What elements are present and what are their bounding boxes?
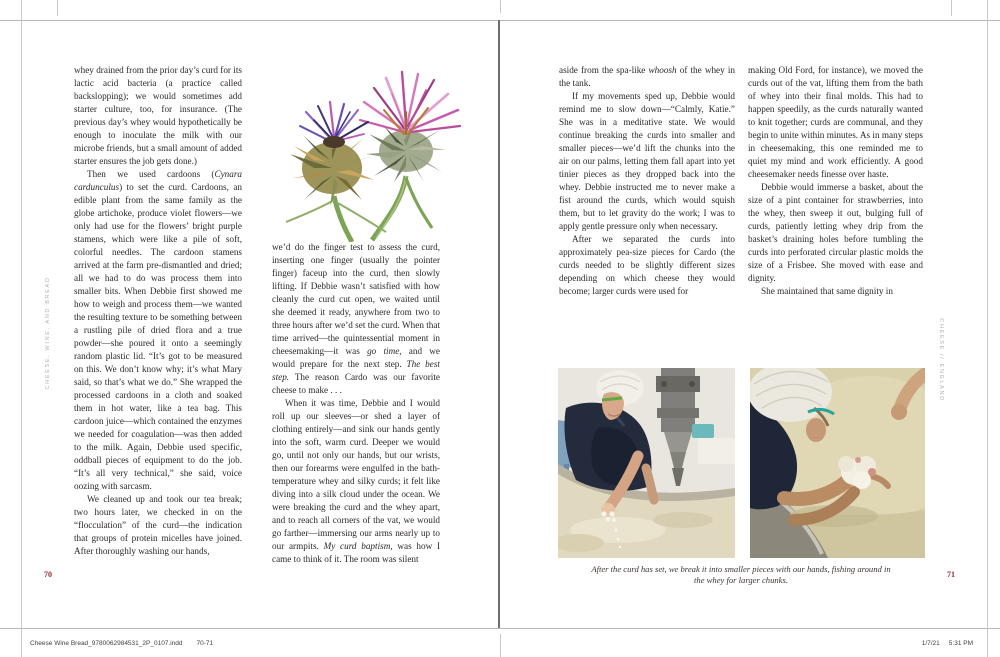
text-run: we’d do the finger test to assess the curd, inserting one finger (usually the pointer finger) faceup into the curd, then slowly lifting. If Debbie wasn’t satisfied with how cleanly the curd cut open, we waited until she deemed it ready, anywhere from two to three hours after we’d set the curd. When that time arrived—the quintessential moment in cheesemaking—it was <box>272 242 440 356</box>
text-run: making Old Ford, for instance), we moved the curds out of the vat, lifting them from the bath of whey into their final molds. This had to happen speedily, as the curds naturally wanted to knit together; curds are communal, and they begin to unite within minutes. As in many steps in cheesemaking, this one reminded me to quiet my mind and work efficiently. A good cheesemaker needs finesse over haste. <box>748 65 923 179</box>
italic-run: The best step. <box>272 359 440 382</box>
italic-run: Cynara cardunculus <box>74 169 242 192</box>
left-page-number: 70 <box>44 570 52 579</box>
photo-caption <box>591 564 891 586</box>
text-run: When it was time, Debbie and I would roll up our sleeves—or shed a layer of clothing entirely—and sink our hands gently into the soft, warm curd. Deeper we would go, until not only our hands, but our wrists, then our forearms were engulfed in the bath-temperature whey and silky curds; it felt like diving into a silk cloud under the ocean. We were breaking the curd and the whey apart, and to reach all corners of the vat, we would go farther—immersing our arms nearly up to our armpits. <box>272 398 440 551</box>
slug-filename <box>30 640 213 647</box>
text-run: Debbie would immerse a basket, about the size of a pint container for strawberries, into the whey, then sweep it out, bulging full of curds, patiently letting whey drip from the basket’s draining holes before tumbling the curds into perforated circular plastic molds the size of a Frisbee. She moved with ease and dignity. <box>748 182 923 283</box>
trim-line-left <box>21 0 22 657</box>
text-run: Then we used cardoons ( <box>87 169 215 179</box>
photo-cheesemaker-vat <box>558 368 735 558</box>
text-run: , was how I came to think of it. The room was silent <box>272 541 440 564</box>
text-run: The reason Cardo was our favorite cheese to make . . . <box>272 372 440 395</box>
slug-time: 5:31 PM <box>948 640 973 647</box>
text-run: aside from the spa-like <box>559 65 649 75</box>
right-page-column-1 <box>559 64 735 324</box>
text-run: She maintained that same dignity in <box>761 286 893 296</box>
text-run: , and we would prepare for the next step. <box>272 346 440 369</box>
spread-fold-line <box>498 20 500 628</box>
paragraph <box>559 233 735 298</box>
italic-run: My curd baptism <box>323 541 391 551</box>
paragraph <box>74 168 242 493</box>
left-page-column-1 <box>74 64 242 590</box>
paragraph <box>74 64 242 168</box>
paragraph <box>272 397 440 566</box>
italic-run: go time <box>367 346 400 356</box>
slug-datetime <box>922 640 973 647</box>
photo-hands-curds <box>750 368 925 558</box>
paragraph <box>74 493 242 558</box>
cardoon-stamens <box>300 102 368 148</box>
paragraph <box>748 64 923 181</box>
crop-mark-top-left <box>57 0 58 16</box>
cardoon-thistle-watercolor-icon <box>256 50 490 242</box>
left-running-foot: CHEESE, WINE, AND BREAD <box>45 276 51 390</box>
photo-hands-curds-image <box>750 368 925 558</box>
slug-pages: 70-71 <box>196 640 214 647</box>
cardoon-flowers-illustration <box>256 50 490 242</box>
right-page-column-2 <box>748 64 923 324</box>
italic-run: After the curd has set, we break it into smaller pieces with our hands, fishing around in the whey for larger chunks. <box>591 564 891 585</box>
text-run: We cleaned up and took our tea break; two hours later, we checked in on the “flocculation” of the curd—the indication that groups of protein micelles have joined. After thoroughly washing our hands, <box>74 494 242 556</box>
paragraph <box>272 241 440 397</box>
text-run: of the whey in the tank. <box>559 65 735 88</box>
right-page-number: 71 <box>947 570 955 579</box>
crop-mark-center-bottom <box>500 634 501 657</box>
photo-cheesemaker-vat-image <box>558 368 735 558</box>
crop-mark-center-top <box>500 0 501 13</box>
paragraph <box>748 285 923 298</box>
trim-line-bottom <box>0 628 1000 629</box>
text-run: After we separated the curds into approximately pea-size pieces for Cardo (the curds needed to be slightly different sizes depending on which cheese they would become; larger curds were used for <box>559 234 735 296</box>
text-run: ) to set the curd. Cardoons, an edible plant from the same family as the globe artichoke, produce violet flowers—we only had use for the flowers’ bright purple stamens, which were like a pile of soft, colorful needles. The cardoon stamens arrived at the farm pre-dismantled and dried; all we had to do was process them into smaller bits. When Debbie first showed me how to weigh and process them—we wanted the resulting texture to be something between a rustling pile of dried flora and a true powder—she poured it onto a seemingly random plastic lid. “It’s got to be measured on this. We don’t know why; it’s what Mary said, so that’s what we do.” She wrapped the processed cardoons in a cloth and soaked them in hot water, like a tea bag. This cardoon juice—which contained the enzymes we needed for coagulation—was then added to the milk. Again, Debbie used specific, oddball pieces of equipment to do the job. “It’s all very technical,” she said, voice oozing with sarcasm. <box>74 182 242 491</box>
italic-run: whoosh <box>648 65 677 75</box>
pink-thistle-petals <box>360 72 460 134</box>
slug-date: 1/7/21 <box>921 640 940 647</box>
paragraph <box>559 90 735 233</box>
crop-mark-top-right <box>951 0 952 16</box>
right-running-foot: CHEESE // ENGLAND <box>938 318 944 402</box>
trim-line-right <box>987 0 988 657</box>
text-run: whey drained from the prior day’s curd for its lactic acid bacteria (a practice called backslopping); we would sometimes add starter culture, too, for insurance. (The previous day’s whey would hypothetically be enough to inoculate the milk with our microbe friends, but a small amount of added starter ensures the job gets done.) <box>74 65 242 166</box>
paragraph <box>559 64 735 90</box>
text-run: If my movements sped up, Debbie would remind me to slow down—“Calmly, Katie.” She was in a meditative state. We would continue breaking the curds into smaller and smaller pieces—we’d lift the chunks into the air on our palms, letting them fall apart into yet tinier pieces as they dropped back into the whey. Debbie instructed me to never make a fist around the curds, which would squish them, but to let gravity do the work; I was to apply gentle pressure only when necessary. <box>559 91 735 231</box>
trim-line-top <box>0 20 1000 21</box>
left-page-column-2 <box>272 241 440 590</box>
slug-file: Cheese Wine Bread_9780062984531_2P_0107.indd <box>30 640 183 647</box>
paragraph <box>748 181 923 285</box>
